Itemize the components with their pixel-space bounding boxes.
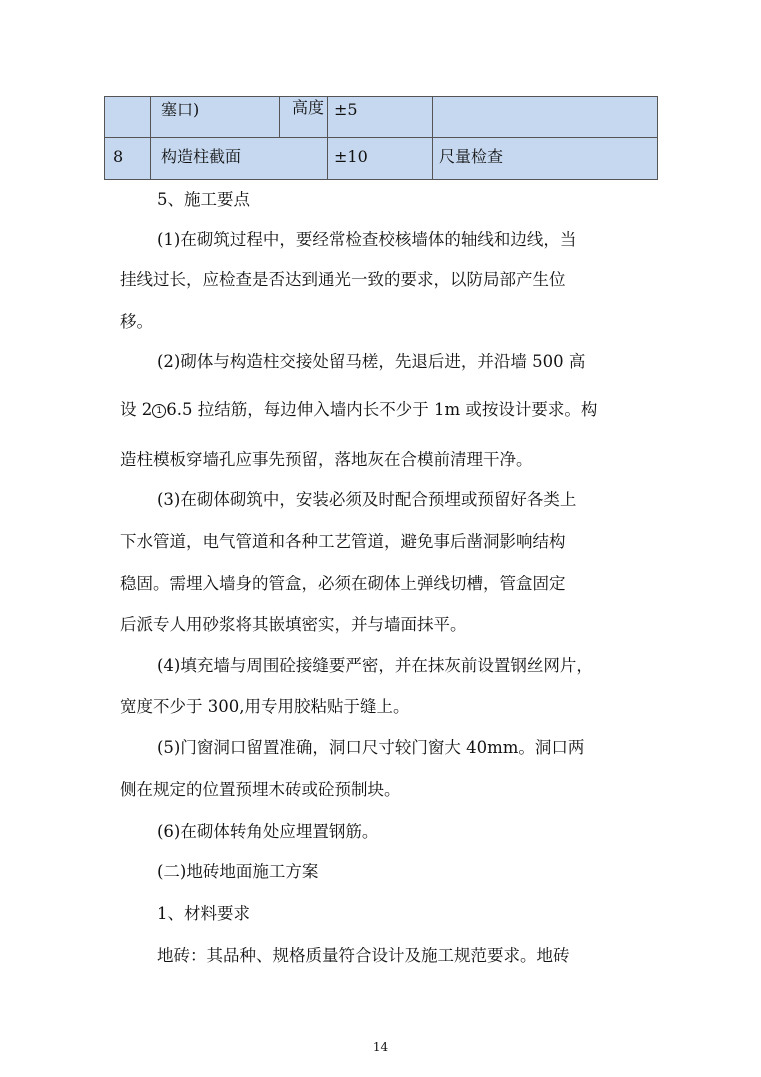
table-cell: 8 [104, 137, 151, 180]
paragraph-line: 挂线过长，应检查是否达到通光一致的要求，以防局部产生位 [120, 270, 566, 289]
page-number: 14 [372, 1040, 389, 1054]
inspection-table [104, 96, 658, 180]
paragraph-line: (5)门窗洞口留置准确，洞口尺寸较门窗大 40mm。洞口两 [157, 738, 585, 757]
table-cell [104, 96, 151, 138]
section-heading: 5、施工要点 [157, 190, 250, 209]
table-cell: ±10 [327, 137, 433, 180]
paragraph-line: (4)填充墙与周围砼接缝要严密，并在抹灰前设置钢丝网片， [157, 656, 593, 675]
paragraph-line [120, 396, 597, 420]
table-cell: 高度 [279, 96, 328, 138]
paragraph-line: 地砖：其品种、规格质量符合设计及施工规范要求。地砖 [157, 946, 570, 965]
paragraph-line: (3)在砌体砌筑中，安装必须及时配合预埋或预留好各类上 [157, 490, 577, 509]
sub-heading: (二)地砖地面施工方案 [157, 862, 319, 881]
paragraph-line: (2)砌体与构造柱交接处留马槎，先退后进，并沿墙 500 高 [157, 352, 586, 371]
table-cell: ±5 [327, 96, 433, 138]
text-fragment: 6.5 拉结筋，每边伸入墙内长不少于 1m 或按设计要求。构 [166, 400, 598, 419]
table-cell: 尺量检查 [432, 137, 658, 180]
table-cell: 构造柱截面 [150, 137, 328, 180]
table-cell: 塞口) [150, 96, 280, 138]
paragraph-line: 移。 [120, 312, 153, 331]
table-cell [432, 96, 658, 138]
paragraph-line: 造柱模板穿墙孔应事先预留，落地灰在合模前清理干净。 [120, 450, 533, 469]
paragraph-line: (6)在砌体转角处应埋置钢筋。 [157, 822, 379, 841]
paragraph-line: (1)在砌筑过程中，要经常检查校核墙体的轴线和边线，当 [157, 230, 577, 249]
paragraph-line: 宽度不少于 300,用专用胶粘贴于缝上。 [120, 697, 410, 716]
paragraph-line: 后派专人用砂浆将其嵌填密实，并与墙面抹平。 [120, 615, 467, 634]
item-heading: 1、材料要求 [157, 904, 250, 923]
paragraph-line: 稳固。需埋入墙身的管盒，必须在砌体上弹线切槽，管盒固定 [120, 574, 566, 593]
circled-one-symbol: 1 [152, 404, 166, 418]
paragraph-line: 下水管道，电气管道和各种工艺管道，避免事后凿洞影响结构 [120, 532, 566, 551]
text-fragment: 设 2 [120, 400, 153, 419]
paragraph-line: 侧在规定的位置预埋木砖或砼预制块。 [120, 780, 401, 799]
